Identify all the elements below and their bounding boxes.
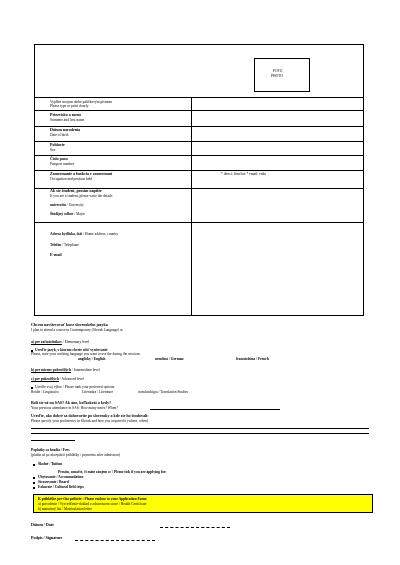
notice-line-3: b) maturitný list / Matriculation letter xyxy=(38,507,92,511)
payment-item-tuition[interactable]: Školné / Tuition xyxy=(38,462,63,466)
language-english[interactable]: anglicky / English xyxy=(78,357,106,361)
field-email-sk: E-mail xyxy=(50,252,62,257)
signature-label: Podpis / Signature xyxy=(31,535,63,540)
proficiency-sk: Uveďte, ako dobre sa dohovoríte po slovensky a kde ste ho študovali: xyxy=(31,413,149,418)
field-passport-sk: Číslo pasu xyxy=(50,156,68,161)
level-c-option[interactable]: c) pre pokročilých / Advanced level xyxy=(31,377,84,381)
date-label: Dátum / Date xyxy=(31,522,54,527)
form-row-divider xyxy=(34,110,364,111)
enclosure-notice-box xyxy=(33,494,373,513)
field-student-en: If you are a student, please write the details xyxy=(50,194,113,198)
language-french[interactable]: francúzština / French xyxy=(236,357,269,361)
field-phone: Telefón / Telephone xyxy=(50,243,79,247)
field-phone-en: Telephone xyxy=(63,243,79,247)
optional-item-literature[interactable]: Literatúra / Literature xyxy=(82,390,114,394)
form-top-divider xyxy=(34,97,364,98)
form-column-divider xyxy=(191,97,192,316)
photo-label-sk: FOTO xyxy=(273,69,283,73)
field-name-en: Surname and first name xyxy=(50,118,85,122)
optional-item-linguistics[interactable]: Reálie / Linguistics xyxy=(31,390,59,394)
form-row-divider xyxy=(34,155,364,156)
proficiency-en: Please specify your proficiency in Slovak and how you acquired it (where, when) xyxy=(31,419,149,423)
field-occupation-en: Occupation and position held xyxy=(50,177,93,181)
level-b-label: b) pre mierne pokročilých xyxy=(31,368,71,372)
field-major-sk: Študijný odbor xyxy=(50,212,74,216)
field-address-sk: Adresa bydliska, štát xyxy=(50,232,83,236)
photo-label-en: PHOTO xyxy=(271,74,283,78)
form-instructions-sk: Vyplňte strojom alebo paličkovým písmom xyxy=(50,100,113,104)
field-passport-en: Passport number xyxy=(50,162,75,166)
course-heading-sk: Chcem navštevovať kurz slovenského jazyka xyxy=(31,322,108,327)
field-sex-sk: Pohlavie xyxy=(50,142,65,147)
level-a-label: a) pre začiatočníkov xyxy=(31,340,62,344)
optional-sk: Uveďte svoj výber / Please rank your preferred options: xyxy=(35,385,116,389)
payment-heading-en: (platba až po akceptácii prihlášky / payments after admission) xyxy=(31,453,121,457)
date-field[interactable] xyxy=(160,527,230,528)
field-address-en: Home address, country xyxy=(84,232,119,236)
form-row-divider xyxy=(34,126,364,127)
notice-line-2: a) potvrdenie / Vysvedčenie-doklad o zdravotnom stave / Health Certificate xyxy=(38,502,147,506)
bullet-icon xyxy=(33,482,35,484)
previous-en: Your previous attendance in SAS: How many times? When? xyxy=(31,406,118,410)
previous-sk: Boli ste už na SAS? Ak áno, koľkokrát a kedy? xyxy=(31,400,112,405)
photo-box[interactable] xyxy=(254,58,310,92)
signature-field[interactable] xyxy=(75,540,155,541)
bullet-icon xyxy=(33,464,35,466)
proficiency-answer-line[interactable] xyxy=(31,440,75,441)
bullet-icon xyxy=(31,387,33,389)
proficiency-answer-line[interactable] xyxy=(31,428,369,429)
level-a-sub-en: Please, state your working language you want to use the during the sessions xyxy=(31,352,140,356)
email-note: * direct: firm/fax * email: vedu xyxy=(221,172,267,176)
level-c-en: Advanced level xyxy=(61,377,84,381)
field-major: Študijný odbor / Major xyxy=(50,212,85,216)
proficiency-answer-line[interactable] xyxy=(31,433,369,434)
notice-line-1: K prihláške pre-číta priložte : Please enclose to your Application Form: xyxy=(38,497,148,501)
field-dob-en: Date of birth xyxy=(50,133,69,137)
field-sex-en: Sex xyxy=(50,148,56,152)
form-instructions-en: Please type or print clearly xyxy=(50,104,89,108)
course-heading-en: I plan to attend a course in Contemporary (Slovak Language) at xyxy=(31,328,123,332)
field-occupation-sk: Zamestnanie a funkcia v zamestnaní xyxy=(50,171,113,176)
field-name-sk: Priezvisko a meno xyxy=(50,112,82,117)
field-address: Adresa bydliska, štát / Home address, country xyxy=(50,232,119,236)
payment-item-board[interactable]: Stravovanie / Board xyxy=(38,480,69,484)
field-major-en: Major xyxy=(76,212,85,216)
level-b-en: Intermediate level xyxy=(73,368,100,372)
payment-choose-note: Prosím, označte, či máte záujem o: / Please tick if you are applying for: xyxy=(58,470,167,474)
level-a-option[interactable]: a) pre začiatočníkov / Elementary level xyxy=(31,340,90,344)
field-university-sk: univerzitu xyxy=(50,203,66,207)
language-german[interactable]: nemčina / German xyxy=(155,357,184,361)
previous-answer-line[interactable] xyxy=(150,409,280,410)
form-row-divider xyxy=(34,141,364,142)
payment-heading-sk: Poplatky sa hradia / Fees xyxy=(31,448,70,452)
bullet-icon xyxy=(33,487,35,489)
field-dob-sk: Dátum narodenia xyxy=(50,127,81,132)
optional-item-translation[interactable]: translatológia / Translation Studies xyxy=(138,390,189,394)
level-b-option[interactable]: b) pre mierne pokročilých / Intermediate level xyxy=(31,368,100,372)
field-university: univerzitu / University xyxy=(50,203,84,207)
form-row-divider xyxy=(34,222,364,223)
level-a-sub-sk: Uveďte jazyk, v ktorom chcete učiť vyučovanie xyxy=(35,348,108,352)
level-a-en: Elementary level xyxy=(64,340,90,344)
bullet-icon xyxy=(33,477,35,479)
field-university-en: University xyxy=(68,203,84,207)
payment-item-trips[interactable]: Exkurzie / Cultural field trips xyxy=(38,485,84,489)
payment-item-accommodation[interactable]: Ubytovanie / Accommodation xyxy=(38,475,84,479)
field-phone-sk: Telefón xyxy=(50,243,62,247)
level-c-label: c) pre pokročilých xyxy=(31,377,59,381)
field-student-sk: Ak ste študent, prosím napíšte xyxy=(50,188,102,193)
